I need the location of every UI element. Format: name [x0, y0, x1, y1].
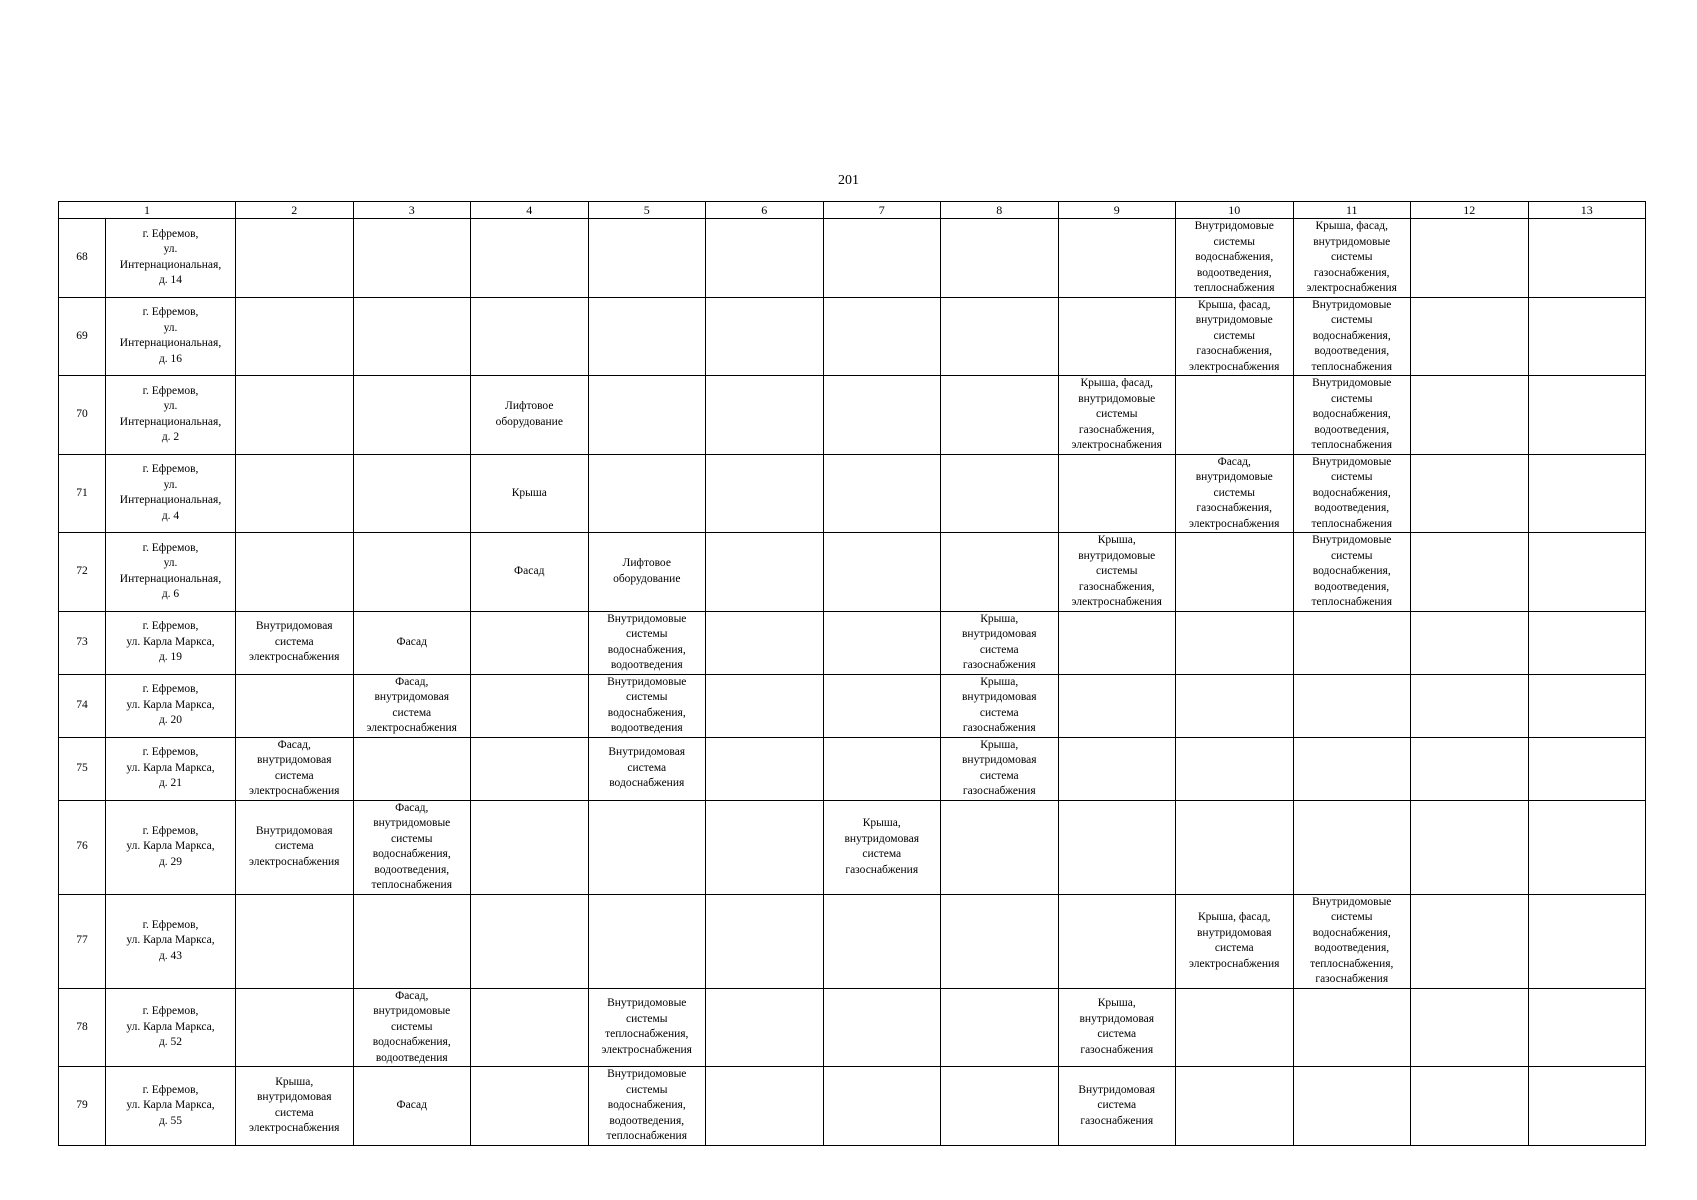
work-cell-col-6 — [706, 988, 824, 1067]
row-number: 75 — [59, 737, 106, 800]
work-cell-col-3: Фасад — [353, 1067, 471, 1146]
address-cell: г. Ефремов, ул. Интернациональная, д. 14 — [106, 219, 236, 298]
work-cell-col-6 — [706, 533, 824, 612]
work-cell-col-7 — [823, 611, 941, 674]
work-cell-col-4 — [471, 219, 589, 298]
table-row — [59, 376, 1646, 455]
work-cell-col-4: Фасад — [471, 533, 589, 612]
row-number: 77 — [59, 894, 106, 988]
work-cell-col-3 — [353, 219, 471, 298]
work-cell-col-7 — [823, 297, 941, 376]
work-cell-col-9 — [1058, 674, 1176, 737]
work-cell-col-11 — [1293, 611, 1411, 674]
work-cell-col-8 — [941, 219, 1059, 298]
work-cell-col-8 — [941, 800, 1059, 894]
work-cell-col-6 — [706, 800, 824, 894]
table-row — [59, 454, 1646, 533]
work-cell-col-9: Крыша, внутридомовые системы газоснабжения, электроснабжения — [1058, 533, 1176, 612]
header-cell-2: 2 — [236, 202, 354, 219]
work-cell-col-13 — [1528, 737, 1646, 800]
work-cell-col-7: Крыша, внутридомовая система газоснабжения — [823, 800, 941, 894]
work-cell-col-7 — [823, 376, 941, 455]
work-cell-col-4 — [471, 674, 589, 737]
work-cell-col-10 — [1176, 674, 1294, 737]
work-cell-col-4: Крыша — [471, 454, 589, 533]
address-cell: г. Ефремов, ул. Карла Маркса, д. 21 — [106, 737, 236, 800]
work-cell-col-3 — [353, 454, 471, 533]
work-cell-col-10 — [1176, 376, 1294, 455]
address-cell: г. Ефремов, ул. Интернациональная, д. 6 — [106, 533, 236, 612]
work-cell-col-7 — [823, 737, 941, 800]
row-number: 72 — [59, 533, 106, 612]
work-cell-col-7 — [823, 533, 941, 612]
work-cell-col-8: Крыша, внутридомовая система газоснабжения — [941, 737, 1059, 800]
work-cell-col-8 — [941, 533, 1059, 612]
page-number: 201 — [838, 173, 859, 188]
header-cell-10: 10 — [1176, 202, 1294, 219]
work-cell-col-6 — [706, 297, 824, 376]
work-cell-col-8 — [941, 1067, 1059, 1146]
work-cell-col-11: Внутридомовые системы водоснабжения, водоотведения, теплоснабжения — [1293, 297, 1411, 376]
work-cell-col-8: Крыша, внутридомовая система газоснабжения — [941, 611, 1059, 674]
work-cell-col-9: Крыша, фасад, внутридомовые системы газоснабжения, электроснабжения — [1058, 376, 1176, 455]
work-cell-col-9 — [1058, 800, 1176, 894]
table-row — [59, 219, 1646, 298]
work-cell-col-5 — [588, 894, 706, 988]
address-cell: г. Ефремов, ул. Интернациональная, д. 4 — [106, 454, 236, 533]
work-cell-col-9 — [1058, 737, 1176, 800]
work-cell-col-4: Лифтовое оборудование — [471, 376, 589, 455]
header-cell-7: 7 — [823, 202, 941, 219]
address-cell: г. Ефремов, ул. Карла Маркса, д. 43 — [106, 894, 236, 988]
header-cell-1: 1 — [59, 202, 236, 219]
work-cell-col-9: Внутридомовая система газоснабжения — [1058, 1067, 1176, 1146]
header-cell-12: 12 — [1411, 202, 1529, 219]
work-cell-col-5: Внутридомовые системы водоснабжения, водоотведения — [588, 674, 706, 737]
work-cell-col-13 — [1528, 800, 1646, 894]
work-cell-col-4 — [471, 611, 589, 674]
header-cell-11: 11 — [1293, 202, 1411, 219]
work-cell-col-7 — [823, 1067, 941, 1146]
work-cell-col-8 — [941, 894, 1059, 988]
work-cell-col-2: Крыша, внутридомовая система электроснабжения — [236, 1067, 354, 1146]
work-cell-col-6 — [706, 454, 824, 533]
work-cell-col-12 — [1411, 454, 1529, 533]
work-cell-col-5 — [588, 800, 706, 894]
address-cell: г. Ефремов, ул. Интернациональная, д. 16 — [106, 297, 236, 376]
work-cell-col-6 — [706, 1067, 824, 1146]
work-cell-col-6 — [706, 737, 824, 800]
address-cell: г. Ефремов, ул. Карла Маркса, д. 29 — [106, 800, 236, 894]
work-cell-col-13 — [1528, 533, 1646, 612]
work-cell-col-6 — [706, 376, 824, 455]
work-cell-col-11: Внутридомовые системы водоснабжения, водоотведения, теплоснабжения — [1293, 454, 1411, 533]
work-cell-col-2: Внутридомовая система электроснабжения — [236, 611, 354, 674]
work-cell-col-10 — [1176, 1067, 1294, 1146]
header-cell-13: 13 — [1528, 202, 1646, 219]
work-cell-col-9 — [1058, 219, 1176, 298]
work-cell-col-5 — [588, 376, 706, 455]
work-cell-col-2: Внутридомовая система электроснабжения — [236, 800, 354, 894]
table-row — [59, 800, 1646, 894]
row-number: 76 — [59, 800, 106, 894]
work-cell-col-8: Крыша, внутридомовая система газоснабжения — [941, 674, 1059, 737]
work-cell-col-10: Внутридомовые системы водоснабжения, водоотведения, теплоснабжения — [1176, 219, 1294, 298]
work-cell-col-12 — [1411, 737, 1529, 800]
work-cell-col-8 — [941, 297, 1059, 376]
work-cell-col-12 — [1411, 297, 1529, 376]
work-cell-col-12 — [1411, 219, 1529, 298]
work-cell-col-13 — [1528, 297, 1646, 376]
work-cell-col-9 — [1058, 454, 1176, 533]
work-cell-col-10: Крыша, фасад, внутридомовые системы газоснабжения, электроснабжения — [1176, 297, 1294, 376]
row-number: 78 — [59, 988, 106, 1067]
row-number: 69 — [59, 297, 106, 376]
work-cell-col-11: Крыша, фасад, внутридомовые системы газоснабжения, электроснабжения — [1293, 219, 1411, 298]
work-cell-col-2 — [236, 533, 354, 612]
work-cell-col-12 — [1411, 611, 1529, 674]
work-cell-col-3 — [353, 894, 471, 988]
work-cell-col-13 — [1528, 1067, 1646, 1146]
work-cell-col-3: Фасад, внутридомовые системы водоснабжения, водоотведения, теплоснабжения — [353, 800, 471, 894]
work-cell-col-8 — [941, 454, 1059, 533]
work-cell-col-5 — [588, 454, 706, 533]
work-cell-col-4 — [471, 297, 589, 376]
work-cell-col-13 — [1528, 894, 1646, 988]
work-cell-col-5: Внутридомовые системы водоснабжения, водоотведения — [588, 611, 706, 674]
work-cell-col-4 — [471, 894, 589, 988]
work-cell-col-5 — [588, 297, 706, 376]
work-cell-col-4 — [471, 1067, 589, 1146]
work-cell-col-12 — [1411, 376, 1529, 455]
work-cell-col-6 — [706, 894, 824, 988]
work-cell-col-10 — [1176, 737, 1294, 800]
header-cell-3: 3 — [353, 202, 471, 219]
work-cell-col-5: Внутридомовая система водоснабжения — [588, 737, 706, 800]
work-cell-col-2 — [236, 376, 354, 455]
work-cell-col-3: Фасад — [353, 611, 471, 674]
address-cell: г. Ефремов, ул. Карла Маркса, д. 19 — [106, 611, 236, 674]
address-cell: г. Ефремов, ул. Карла Маркса, д. 20 — [106, 674, 236, 737]
row-number: 74 — [59, 674, 106, 737]
row-number: 73 — [59, 611, 106, 674]
row-number: 70 — [59, 376, 106, 455]
work-cell-col-9 — [1058, 611, 1176, 674]
repair-schedule-table — [58, 201, 1646, 1146]
work-cell-col-7 — [823, 674, 941, 737]
work-cell-col-3 — [353, 737, 471, 800]
work-cell-col-9: Крыша, внутридомовая система газоснабжения — [1058, 988, 1176, 1067]
row-number: 68 — [59, 219, 106, 298]
address-cell: г. Ефремов, ул. Интернациональная, д. 2 — [106, 376, 236, 455]
work-cell-col-12 — [1411, 894, 1529, 988]
header-cell-6: 6 — [706, 202, 824, 219]
header-cell-9: 9 — [1058, 202, 1176, 219]
work-cell-col-5: Внутридомовые системы водоснабжения, водоотведения, теплоснабжения — [588, 1067, 706, 1146]
work-cell-col-10 — [1176, 611, 1294, 674]
table-row — [59, 674, 1646, 737]
work-cell-col-11 — [1293, 988, 1411, 1067]
work-cell-col-5 — [588, 219, 706, 298]
work-cell-col-3 — [353, 376, 471, 455]
header-cell-8: 8 — [941, 202, 1059, 219]
work-cell-col-10 — [1176, 800, 1294, 894]
work-cell-col-11 — [1293, 1067, 1411, 1146]
work-cell-col-11 — [1293, 737, 1411, 800]
work-cell-col-2 — [236, 219, 354, 298]
work-cell-col-2 — [236, 454, 354, 533]
work-cell-col-2 — [236, 674, 354, 737]
work-cell-col-13 — [1528, 674, 1646, 737]
table-row — [59, 894, 1646, 988]
work-cell-col-3: Фасад, внутридомовая система электроснабжения — [353, 674, 471, 737]
work-cell-col-3 — [353, 533, 471, 612]
work-cell-col-2 — [236, 297, 354, 376]
work-cell-col-12 — [1411, 674, 1529, 737]
header-row — [59, 202, 1646, 219]
header-cell-5: 5 — [588, 202, 706, 219]
work-cell-col-12 — [1411, 533, 1529, 612]
work-cell-col-10 — [1176, 988, 1294, 1067]
table-row — [59, 297, 1646, 376]
work-cell-col-13 — [1528, 376, 1646, 455]
work-cell-col-9 — [1058, 297, 1176, 376]
work-cell-col-11: Внутридомовые системы водоснабжения, водоотведения, теплоснабжения — [1293, 533, 1411, 612]
address-cell: г. Ефремов, ул. Карла Маркса, д. 52 — [106, 988, 236, 1067]
work-cell-col-2 — [236, 988, 354, 1067]
work-cell-col-7 — [823, 988, 941, 1067]
work-cell-col-10: Крыша, фасад, внутридомовая система электроснабжения — [1176, 894, 1294, 988]
work-cell-col-2 — [236, 894, 354, 988]
address-cell: г. Ефремов, ул. Карла Маркса, д. 55 — [106, 1067, 236, 1146]
table-row — [59, 737, 1646, 800]
work-cell-col-7 — [823, 219, 941, 298]
work-cell-col-2: Фасад, внутридомовая система электроснабжения — [236, 737, 354, 800]
work-cell-col-8 — [941, 376, 1059, 455]
work-cell-col-3 — [353, 297, 471, 376]
work-cell-col-4 — [471, 988, 589, 1067]
work-cell-col-8 — [941, 988, 1059, 1067]
row-number: 79 — [59, 1067, 106, 1146]
table-row — [59, 533, 1646, 612]
work-cell-col-13 — [1528, 988, 1646, 1067]
work-cell-col-6 — [706, 219, 824, 298]
row-number: 71 — [59, 454, 106, 533]
work-cell-col-12 — [1411, 988, 1529, 1067]
table-row — [59, 611, 1646, 674]
work-cell-col-11: Внутридомовые системы водоснабжения, водоотведения, теплоснабжения — [1293, 376, 1411, 455]
table-row — [59, 1067, 1646, 1146]
work-cell-col-9 — [1058, 894, 1176, 988]
work-cell-col-6 — [706, 611, 824, 674]
work-cell-col-12 — [1411, 800, 1529, 894]
work-cell-col-10 — [1176, 533, 1294, 612]
work-cell-col-6 — [706, 674, 824, 737]
work-cell-col-13 — [1528, 611, 1646, 674]
work-cell-col-12 — [1411, 1067, 1529, 1146]
work-cell-col-11: Внутридомовые системы водоснабжения, водоотведения, теплоснабжения, газоснабжения — [1293, 894, 1411, 988]
work-cell-col-11 — [1293, 800, 1411, 894]
work-cell-col-7 — [823, 894, 941, 988]
header-cell-4: 4 — [471, 202, 589, 219]
work-cell-col-10: Фасад, внутридомовые системы газоснабжения, электроснабжения — [1176, 454, 1294, 533]
work-cell-col-5: Лифтовое оборудование — [588, 533, 706, 612]
work-cell-col-13 — [1528, 219, 1646, 298]
work-cell-col-4 — [471, 800, 589, 894]
work-cell-col-11 — [1293, 674, 1411, 737]
table-row — [59, 988, 1646, 1067]
work-cell-col-13 — [1528, 454, 1646, 533]
work-cell-col-3: Фасад, внутридомовые системы водоснабжения, водоотведения — [353, 988, 471, 1067]
work-cell-col-5: Внутридомовые системы теплоснабжения, электроснабжения — [588, 988, 706, 1067]
work-cell-col-7 — [823, 454, 941, 533]
work-cell-col-4 — [471, 737, 589, 800]
